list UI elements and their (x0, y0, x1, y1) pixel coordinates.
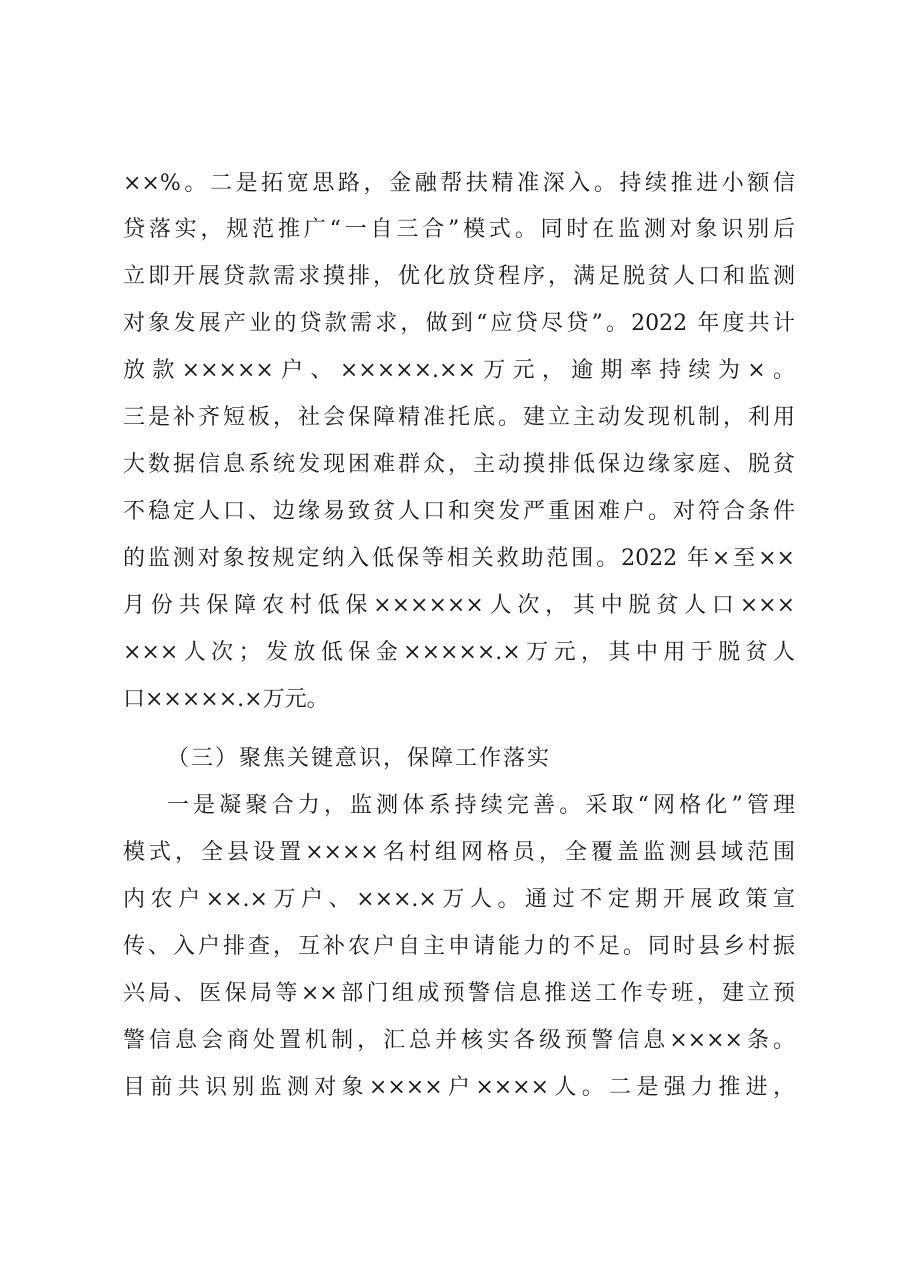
body-text-line: 不稳定人口、边缘易致贫人口和突发严重困难户。对符合条件 (123, 499, 795, 524)
body-text-line: ×××人次；发放低保金×××××.×万元，其中用于脱贫人 (123, 640, 795, 665)
body-text-line: 对象发展产业的贷款需求，做到“应贷尽贷”。2022 年度共计 (123, 311, 795, 336)
body-text-line: 内农户××.×万户、×××.×万人。通过不定期开展政策宣 (123, 887, 795, 912)
body-text-line: 大数据信息系统发现困难群众，主动摸排低保边缘家庭、脱贫 (123, 452, 795, 477)
body-text-line: 兴局、医保局等××部门组成预警信息推送工作专班，建立预 (123, 981, 795, 1006)
body-text-line: 三是补齐短板，社会保障精准托底。建立主动发现机制，利用 (123, 405, 795, 430)
body-text-line: 贷落实，规范推广“一自三合”模式。同时在监测对象识别后 (123, 217, 795, 242)
body-text-line: 警信息会商处置机制，汇总并核实各级预警信息××××条。 (123, 1028, 795, 1053)
body-text-line: 传、入户排查，互补农户自主申请能力的不足。同时县乡村振 (123, 934, 795, 959)
body-text-line: 月份共保障农村低保××××××人次，其中脱贫人口××× (123, 593, 795, 618)
body-text-line: 模式，全县设置××××名村组网格员，全覆盖监测县域范围 (123, 840, 795, 865)
body-text-line: 的监测对象按规定纳入低保等相关救助范围。2022 年×至×× (123, 546, 795, 571)
body-text-line: 口×××××.×万元。 (123, 687, 329, 712)
body-text-line: 放款×××××户、×××××.××万元，逾期率持续为×。 (123, 358, 795, 383)
body-text-line: 立即开展贷款需求摸排，优化放贷程序，满足脱贫人口和监测 (123, 264, 795, 289)
body-text-line: ××%。二是拓宽思路，金融帮扶精准深入。持续推进小额信 (123, 171, 795, 196)
body-text-line: 一是凝聚合力，监测体系持续完善。采取“网格化”管理 (167, 793, 795, 818)
section-heading: （三）聚焦关键意识，保障工作落实 (167, 746, 552, 771)
body-text-line: 目前共识别监测对象××××户××××人。二是强力推进， (123, 1075, 795, 1100)
